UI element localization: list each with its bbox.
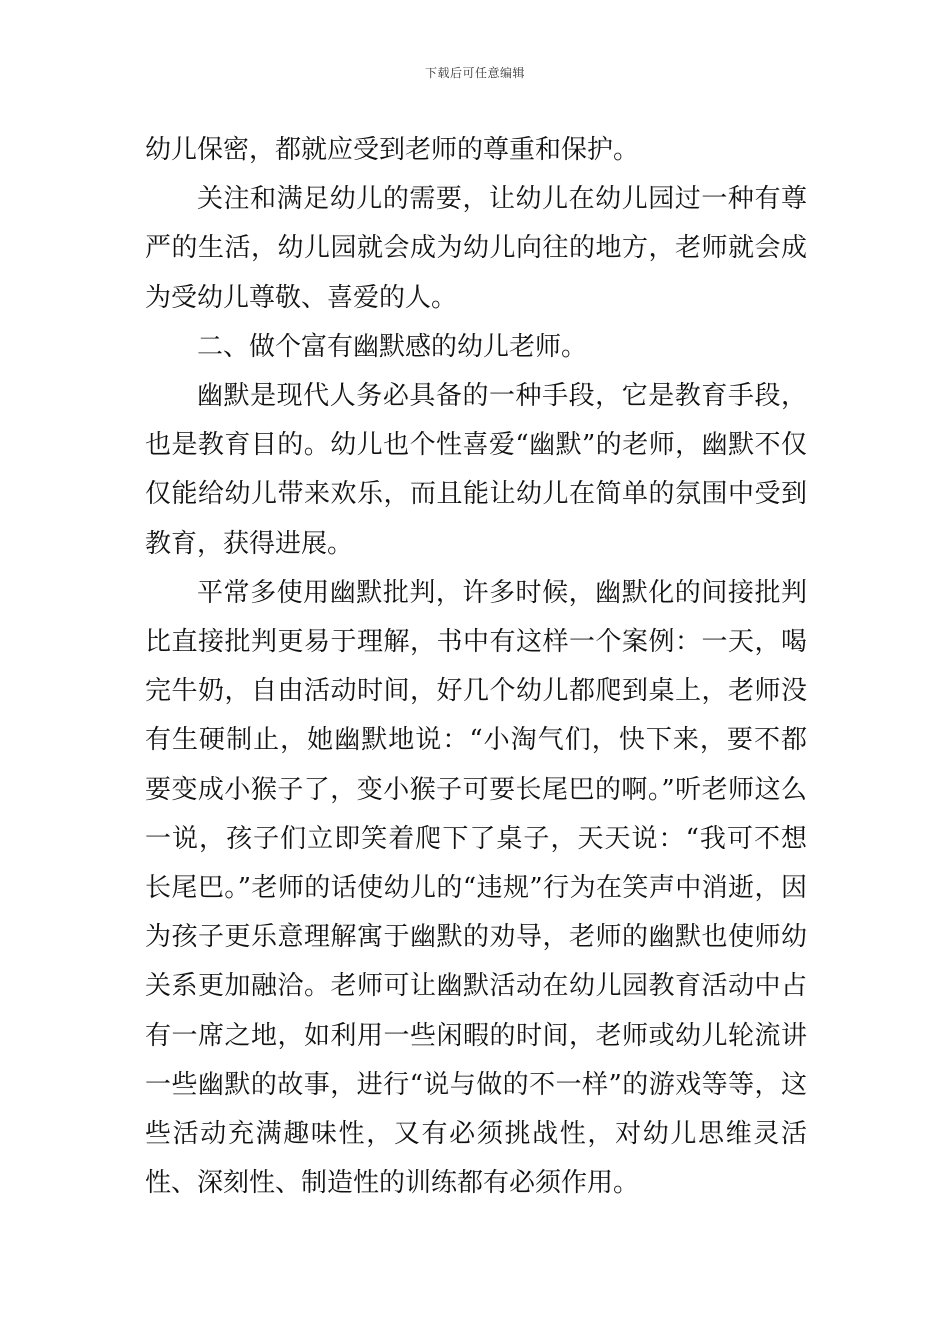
- paragraph-2: 关注和满足幼儿的需要，让幼儿在幼儿园过一种有尊严的生活，幼儿园就会成为幼儿向往的地方，老师就会成为受幼儿尊敬、喜爱的人。: [145, 184, 807, 313]
- document-body: [145, 126, 807, 1208]
- section-heading: 二、做个富有幽默感的幼儿老师。: [197, 331, 588, 362]
- page-header: 下载后可任意编辑: [424, 66, 525, 80]
- paragraph-4: 平常多使用幽默批判，许多时候，幽默化的间接批判比直接批判更易于理解，书中有这样一个案例：一天，喝完牛奶，自由活动时间，好几个幼儿都爬到桌上，老师没有生硬制止，她幽默地说：“小淘气们，快下来，要不都要变成小猴子了，变小猴子可要长尾巴的啊。”听老师这么一说，孩子们立即笑着爬下了桌子，天天说：“我可不想长尾巴。”老师的话使幼儿的“违规”行为在笑声中消逝，因为孩子更乐意理解寓于幽默的劝导，老师的幽默也使师幼关系更加融洽。老师可让幽默活动在幼儿园教育活动中占有一席之地，如利用一些闲暇的时间，老师或幼儿轮流讲一些幽默的故事，进行“说与做的不一样”的游戏等等，这些活动充满趣味性，又有必须挑战性，对幼儿思维灵活性、深刻性、制造性的训练都有必须作用。: [145, 577, 807, 1199]
- paragraph-1: 幼儿保密，都就应受到老师的尊重和保护。: [145, 135, 640, 165]
- paragraph-3: 幽默是现代人务必具备的一种手段，它是教育手段，也是教育目的。幼儿也个性喜爱“幽默”的老师，幽默不仅仅能给幼儿带来欢乐，而且能让幼儿在简单的氛围中受到教育，获得进展。: [145, 381, 807, 559]
